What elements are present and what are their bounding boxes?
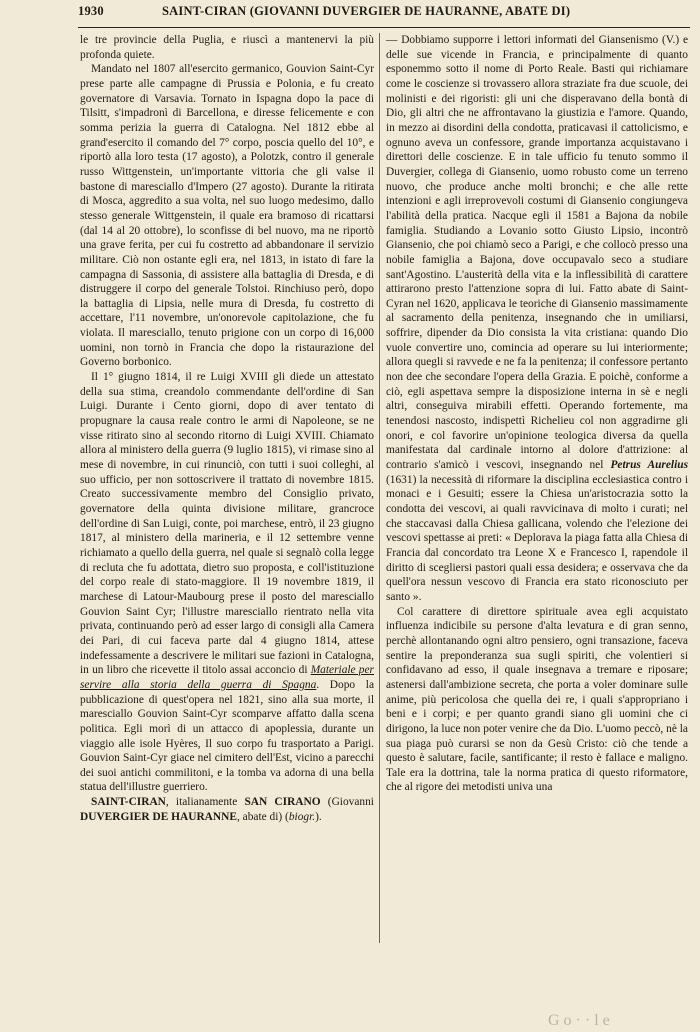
page-number: 1930 [78, 4, 104, 18]
entry-text: (Giovanni [320, 796, 374, 809]
left-column [80, 33, 374, 824]
entry-italian-name: SAN CIRANO [244, 796, 321, 809]
entry-text: , abate di) ( [236, 810, 289, 823]
entry-headword: SAINT-CIRAN [91, 796, 166, 809]
paragraph [80, 370, 374, 795]
paragraph: Col carattere di direttore spirituale avea egli acquistato influenza indicibile su persone d'alta levatura e di gran senno, perchè allontanando ogni altro pensiero, ogni transazione, faceva sentire la preponderanza sua sugli spiriti, che volentieri si confidavano ad esso, il quale insegnava a tremare e riposare; astenersi dall'ambizione secreta, che porta a voler dominare sulle anime, più pericolosa che quella dei re, i quali s'appropriano i beni e i corpi; e per quanto grandi siano gli uomini che ci dirigono, la luce non poter venire che da Dio. L'uomo peccò, nè la sua piaga può curarsi se non da Gesù Cristo: ciò che tende a questo è salutare, facile, santificante; il resto è fallace e maligno. Tale era la dottrina, tale la norma pratica di questo riformatore, che al rigore dei metodisti univa una [386, 605, 688, 794]
paragraph-text: . Dopo la pubblicazione di quest'opera nel 1821, sino alla sua morte, il maresciallo Gouvion Saint-Cyr scomparve affatto dalla scena politica. Egli morì di un attacco di apoplessia, durante un viaggio alle isole Hyères, Il suo corpo fu trasportato a Parigi. Gouvion Saint-Cyr giace nel cimitero dell'Est, vicino a parecchi dei suoi antichi commilitoni, e la tomba va adorna di una bella statua dell'illustre guerriero. [80, 678, 374, 794]
entry-category: biogr. [288, 810, 316, 823]
paragraph-text: Il 1° giugno 1814, il re Luigi XVIII gli diede un attestato della sua stima, creandolo commendante dell'ordine di San Luigi. Durante i Cento giorni, dopo di aver tentato di propugnare la causa reale contro le armi di Napoleone, se ne visse ritirato sino al secondo ritorno di Luigi XVIII. Chiamato allora al ministero della guerra (9 luglio 1815), vi rimase sino al mese di novembre, in cui rinunciò, con tutti i suoi colleghi, al suo ufficio, per non sottoscrivere il trattato di novembre 1815. Creato successivamente membro del Consiglio privato, governatore della quinta divisione militare, grancroce dell'ordine di San Luigi, conte, poi marchese, entrò, il 23 giugno 1817, al ministero della marineria, e il 12 settembre venne richiamato a quello della guerra, nel quale si segnalò colla legge di recluta che fu adottata, dietro suo proposta, e coll'istituzione del corpo reale di stato-maggiore. Il 19 novembre 1819, il marchese di Latour-Maubourg prese il posto del maresciallo Gouvion Saint Cyr; l'illustre maresciallo rientrato nella vita privata, continuando però ad esser largo di consigli alla Camera dei Pari, di cui faceva parte dal 4 giugno 1814, attese indefessamente a descrivere le militari sue fazioni in Catalogna, in un libro che ricevette il titolo assai acconcio di [80, 371, 374, 677]
header-rule [78, 27, 690, 28]
scan-watermark: Go··le [548, 1012, 614, 1029]
book-title: Materiale per servire alla storia della guerra di Spagna [80, 664, 374, 691]
paragraph: Mandato nel 1807 all'esercito germanico, Gouvion Saint-Cyr prese parte alle campagne di Prussia e Polonia, e fu creato governatore di Varsavia. Tornato in Ispagna dopo la pace di Tilsitt, s'impadronì di Barcellona, e diresse felicemente e con somma perizia la guerra di Catalogna. Nel 1812 ebbe al grand'esercito il comando del 7° corpo, poscia quello del 10°, e riportò alla loro testa (17 agosto), a Polotzk, contro il generale russo Wittgenstein, un'importante vittoria che gli valse il bastone di maresciallo d'Impero (27 agosto). Durante la ritirata di Mosca, aggredito a sua volta, nel suo luogo medesimo, dallo stesso generale Wittgenstein, il quale era bramoso di ricattarsi (dal 14 al 20 ottobre), lo sconfisse di bel nuovo, ma ne riportò una grave ferita, per cui fu costretto ad abbandonare il servizio militare. Ciò non ostante egli era, nel 1813, in istato di fare la campagna di Sassonia, di assistere alla battaglia di Dresda, e di distruggere il corpo del generale Tolstoi. Rinchiuso però, dopo la battaglia di Lipsia, nelle mura di Dresda, fu costretto di accettare, l'11 novembre, un'onorevole capitolazione, che fu violata. Il maresciallo, tenuto prigione con un corpo di 16,000 uomini, non tornò in Francia che dopo la ristaurazione del Governo borbonico. [80, 63, 374, 369]
entry-text: , italianamente [165, 796, 245, 809]
paragraph: le tre provincie della Puglia, e riuscì a mantenervi la più profonda quiete. [80, 34, 374, 61]
right-column [386, 33, 688, 795]
entry-heading [80, 795, 374, 824]
book-title: Petrus Aurelius [610, 459, 688, 472]
header-title: SAINT-CIRAN (GIOVANNI DUVERGIER DE HAURANNE, ABATE DI) [162, 4, 571, 18]
paragraph-text: — Dobbiamo supporre i lettori informati del Giansenismo (V.) e delle sue vicende in Francia, e principalmente di quanto esponemmo sotto il nome di Porto Reale. Basti qui richiamare come le coscienze si trovassero allora straziate fra due scuole, dei molinisti e dei rigoristi: gli uni che disperavano della bontà di Dio, gli altri che ne affrontavano la giustizia e l'amore. Quando, in mezzo ai disordini della condotta, praticavasi il cattolicismo, e ognuno aveva un confessore, grande importanza acquistavano i direttori delle coscienze. E in tale ufficio fu tenuto sommo il Duvergier, collega di Giansenio, uomo robusto come un terreno nuovo, che produce anche molti bronchi; e che alle rette intenzioni e agli irreprovevoli costumi di Giansenio congiungeva l'abilità della pratica. Nacque egli il 1581 a Bajona da nobile famiglia. Studiando a Lovanio sotto Giusto Lipsio, incontrò Giansenio, che poi chiamò seco a Parigi, e che collocò presso una nobile famiglia a Bajona, dove occupavalo seco a studiare sant'Agostino. L'austerità della vita e la inflessibilità di carattere attirarono presto l'attenzione sopra di lui. Fatto abate di Saint-Cyran nel 1620, applicava le teoriche di Giansenio massimamente al sacramento della penitenza, insegnando che in umiliarsi, soffrire, dipender da Dio consista la vita cristiana: quando Dio vuole convertire uno, comincia ad operare su lui interiormente; allora quegli si ravvede e ne fa la penitenza; il confessore pertanto non dee che secondare l'opera della Grazia. E poichè, conforme a ciò, egli aspettava sempre la disposizione interna in sè e negli altri, conseguiva mirabili effetti. Operando fortemente, ma tenendosi nascosto, indispettì Richelieu col non aggradirne gli onori, e col favorire un'opinione teologica diversa da quella manifestata dal cardinale intorno al dolore d'attrizione: al contrario s'amicò i vescovi, insegnando nel [386, 34, 688, 472]
entry-text: ). [315, 810, 322, 823]
entry-surname: DUVERGIER DE HAURANNE [80, 810, 237, 823]
paragraph-text: (1631) la necessità di riformare la disciplina ecclesiastica contro i monaci e i Gesuiti; essere la Chiesa un'aristocrazia sotto la condotta dei vescovi, ai quali ravvicinava di molto i curati; nel che staccavasi dalla Chiesa gallicana, volendo che l'elezione dei vescovi spettasse ai preti: « Deplorava la piaga fatta alla Chiesa di Francia dal concordato tra Leone X e Francesco I, rapendole il diritto di scegliersi pastori quali essa desidera; e osservava che da quell'ora nessun vescovo di Francia era stato riconosciuto per santo ». [386, 473, 688, 603]
column-divider [379, 33, 380, 943]
paragraph [386, 33, 688, 605]
running-header [78, 4, 688, 24]
